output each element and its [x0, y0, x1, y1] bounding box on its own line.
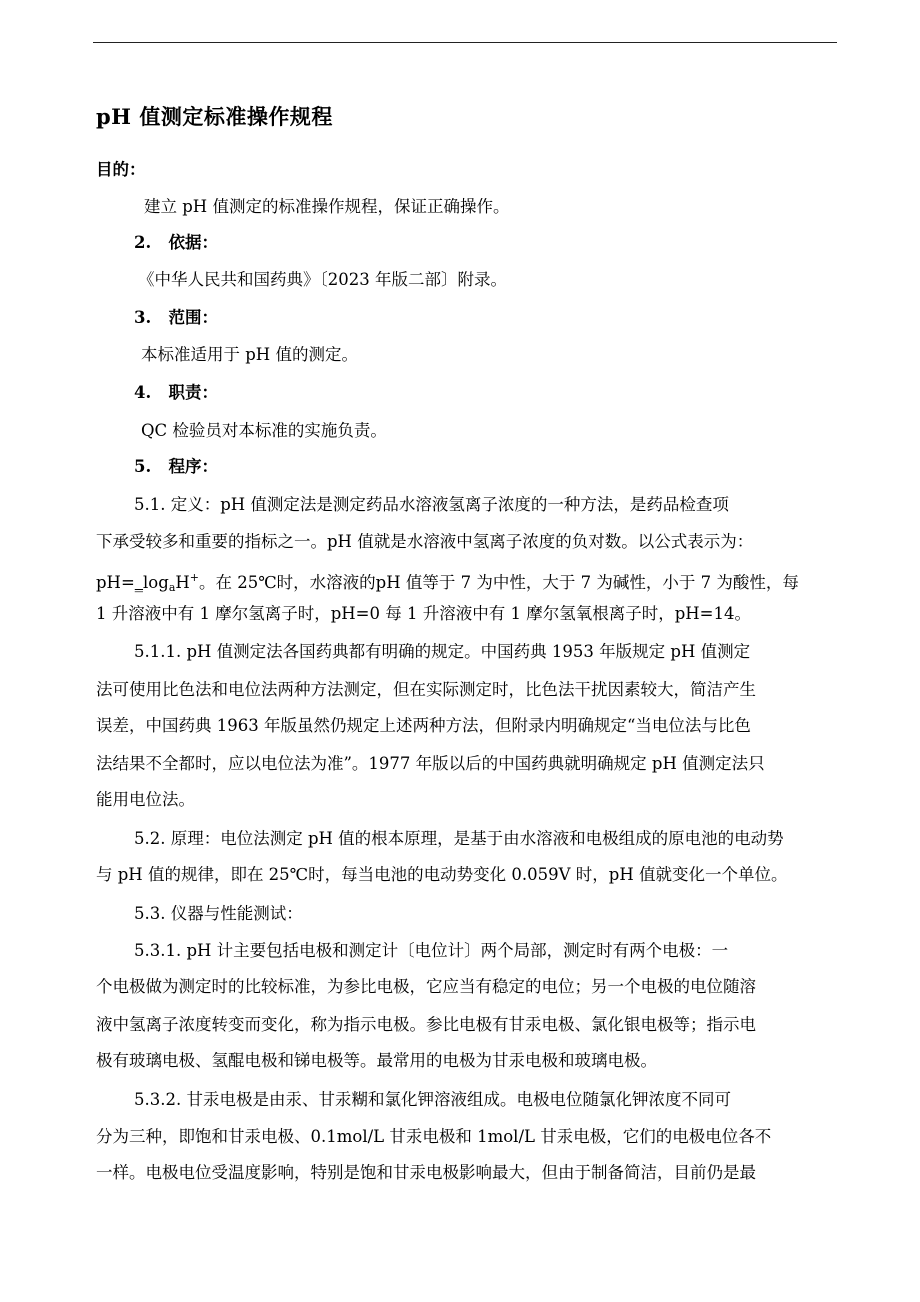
- para-5-1-line-1: 5.1. 定义：pH 值测定法是测定药品水溶液氢离子浓度的一种方法，是药品检查项: [134, 495, 729, 514]
- section-5-heading: [134, 456, 218, 478]
- section-4-heading: [134, 382, 218, 404]
- para-5-3-1-line-4: 极有玻璃电极、氢醌电极和锑电极等。最常用的电极为甘汞电极和玻璃电极。: [96, 1051, 657, 1070]
- para-5-3-2-line-3: 一样。电极电位受温度影响，特别是饱和甘汞电极影响最大，但由于制备简洁，目前仍是最: [96, 1163, 756, 1182]
- para-5-3-2-line-1: 5.3.2. 甘汞电极是由汞、甘汞糊和氯化钾溶液组成。电极电位随氯化钾浓度不同可: [134, 1090, 731, 1109]
- formula-h: H: [175, 573, 190, 592]
- para-5-1-1-line-5: 能用电位法。: [96, 790, 195, 809]
- para-5-1-1-line-4: 法结果不全都时，应以电位法为准”。1977 年版以后的中国药典就明确规定 pH 值测定法只: [96, 754, 765, 773]
- header-rule: [93, 42, 837, 43]
- formula-blank: _: [134, 573, 144, 592]
- section-4-body: QC 检验员对本标准的实施负责。: [141, 421, 387, 440]
- section-3-label: 范围：: [168, 308, 218, 327]
- section-5-label: 程序：: [168, 457, 218, 476]
- section-2-label: 依据：: [168, 233, 218, 252]
- section-2-number: 2.: [134, 233, 152, 252]
- para-5-3-1-line-3: 液中氢离子浓度转变而变化，称为指示电极。参比电极有甘汞电极、氯化银电极等；指示电: [96, 1015, 756, 1034]
- section-2-body: 《中华人民共和国药典》〔2023 年版二部〕附录。: [138, 270, 507, 289]
- para-5-1-line-4: 1 升溶液中有 1 摩尔氢离子时，pH=0 每 1 升溶液中有 1 摩尔氢氧根离子时，pH=14。: [96, 604, 751, 623]
- document-title: pH 值测定标准操作规程: [96, 104, 333, 129]
- para-5-2-line-1: 5.2. 原理：电位法测定 pH 值的根本原理，是基于由水溶液和电极组成的原电池的电动势: [134, 829, 784, 848]
- para-5-2-line-2: 与 pH 值的规律，即在 25℃时，每当电池的电动势变化 0.059V 时，pH 值就变化一个单位。: [96, 865, 788, 884]
- para-5-3-2-line-2: 分为三种，即饱和甘汞电极、0.1mol/L 甘汞电极和 1mol/L 甘汞电极，它们的电极电位各不: [96, 1127, 772, 1146]
- section-5-number: 5.: [134, 457, 152, 476]
- section-4-number: 4.: [134, 383, 152, 402]
- para-5-1-line-2: 下承受较多和重要的指标之一。pH 值就是水溶液中氢离子浓度的负对数。以公式表示为：: [96, 532, 754, 551]
- formula-log: log: [143, 573, 169, 592]
- formula-sub-a: a: [168, 581, 176, 594]
- para-5-3-1-line-1: 5.3.1. pH 计主要包括电极和测定计〔电位计〕两个局部，测定时有两个电极：一: [134, 941, 729, 960]
- section-2-heading: [134, 232, 218, 254]
- para-5-3-1-line-2: 个电极做为测定时的比较标准，为参比电极，它应当有稳定的电位；另一个电极的电位随溶: [96, 977, 756, 996]
- section-1-body: 建立 pH 值测定的标准操作规程，保证正确操作。: [144, 197, 510, 216]
- section-3-body: 本标准适用于 pH 值的测定。: [141, 345, 358, 364]
- para-5-1-1-line-1: 5.1.1. pH 值测定法各国药典都有明确的规定。中国药典 1953 年版规定 pH 值测定: [134, 642, 751, 661]
- section-3-heading: [134, 307, 218, 329]
- section-4-label: 职责：: [168, 383, 218, 402]
- para-5-1-line-3: [96, 567, 799, 599]
- para-5-3: 5.3. 仪器与性能测试：: [134, 904, 303, 923]
- section-3-number: 3.: [134, 308, 152, 327]
- formula-ph: pH=: [96, 573, 135, 592]
- para-5-1-1-line-2: 法可使用比色法和电位法两种方法测定，但在实际测定时，比色法干扰因素较大，简洁产生: [96, 680, 756, 699]
- para-5-1-1-line-3: 误差，中国药典 1963 年版虽然仍规定上述两种方法，但附录内明确规定“当电位法与比色: [96, 716, 751, 735]
- section-1-heading: 目的：: [96, 160, 146, 179]
- formula-rest: 。在 25℃时，水溶液的pH 值等于 7 为中性，大于 7 为碱性，小于 7 为酸性，每: [198, 573, 799, 592]
- formula-sup-plus: +: [189, 571, 199, 584]
